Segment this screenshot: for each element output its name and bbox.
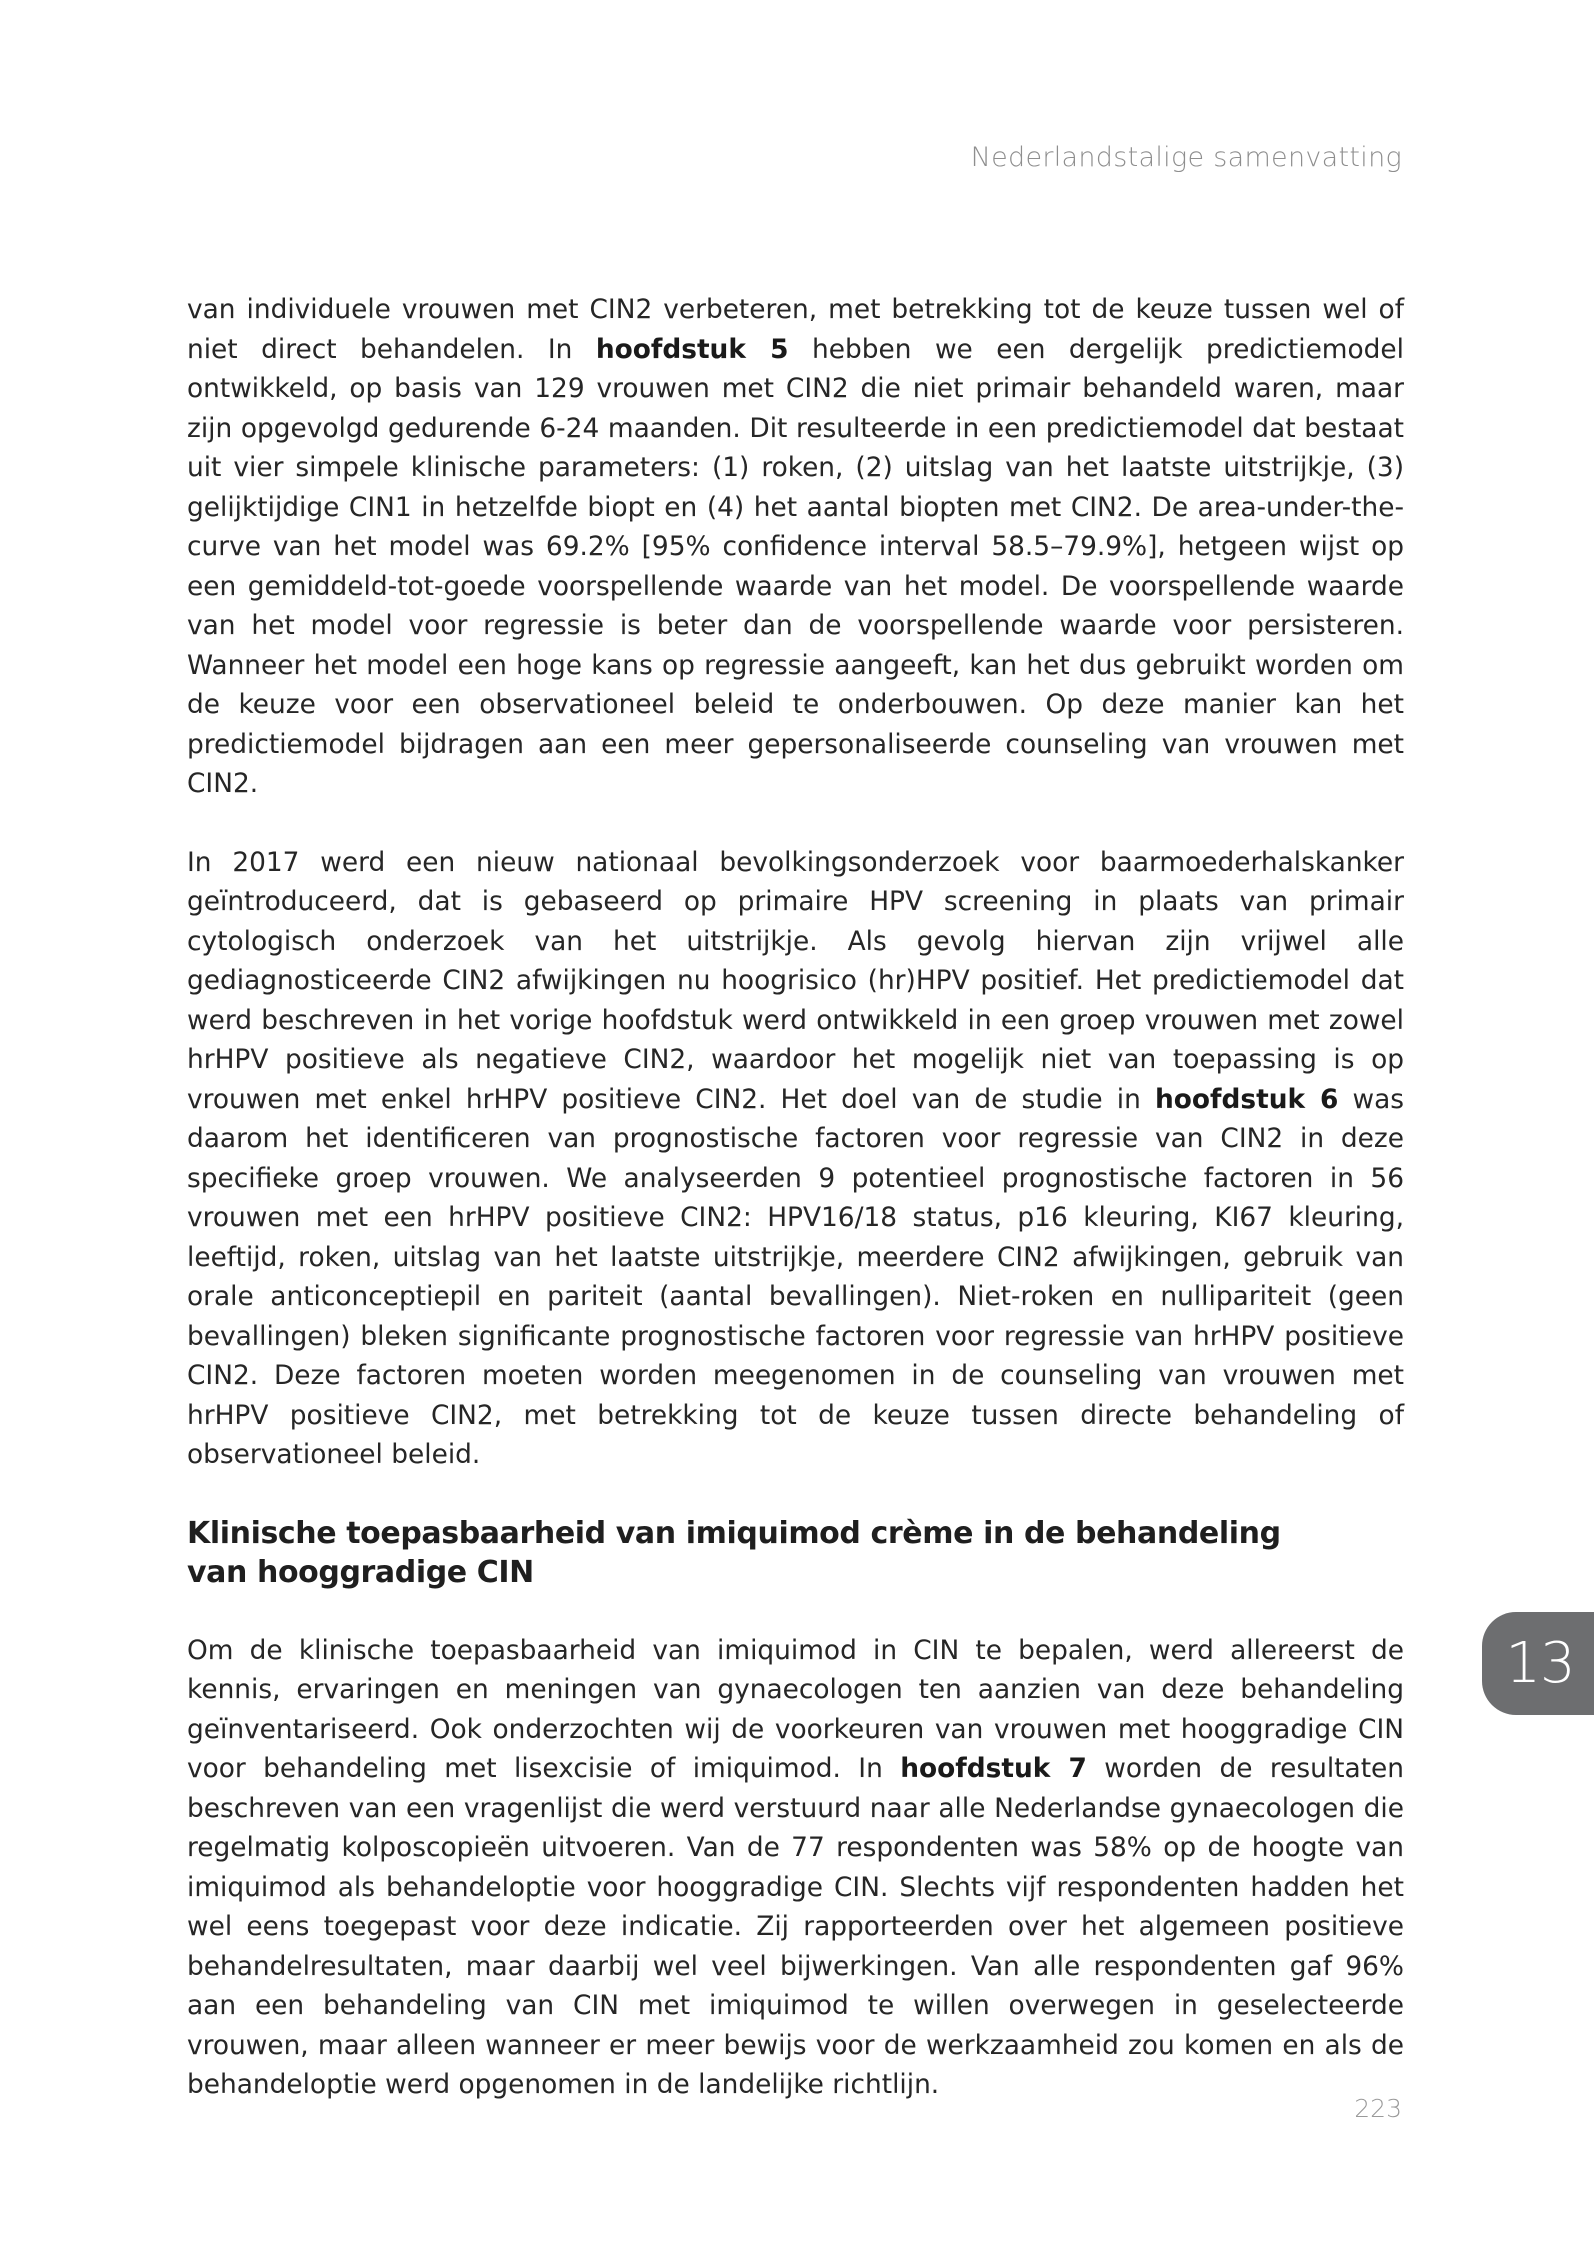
chapter-tab — [1482, 1612, 1594, 1715]
body-paragraph-1 — [187, 290, 1404, 804]
paragraph-text: was daarom het identificeren van prognostische factoren voor regressie van CIN2 in deze specifieke groep vrouwen. We analyseerden 9 potentieel prognostische factoren in 56 vrouwen met een hrHPV positieve CIN2: HPV16/18 status, p16 kleuring, KI67 kleuring, leeftijd, roken, uitslag van het laatste uitstrijkje, meerdere CIN2 afwijkingen, gebruik van orale anticonceptiepil en pariteit (aantal bevallingen). Niet-roken en nullipariteit (geen bevallingen) bleken significante prognostische factoren voor regressie van hrHPV positieve CIN2. Deze factoren moeten worden meegenomen in de counseling van vrouwen met hrHPV positieve CIN2, met betrekking tot de keuze tussen directe behandeling of observationeel beleid. — [187, 1083, 1404, 1470]
paragraph-text: worden de resultaten beschreven van een vragenlijst die werd verstuurd naar alle Nederlandse gynaecologen die regelmatig kolposcopieën uitvoeren. Van de 77 respondenten was 58% op de hoogte van imiquimod als behandeloptie voor hooggradige CIN. Slechts vijf respondenten hadden het wel eens toegepast voor deze indicatie. Zij rapporteerden over het algemeen positieve behandelresultaten, maar daarbij wel veel bijwerkingen. Van alle respondenten gaf 96% aan een behandeling van CIN met imiquimod te willen overwegen in geselecteerde vrouwen, maar alleen wanneer er meer bewijs voor de werkzaamheid zou komen en als de behandeloptie werd opgenomen in de landelijke richtlijn. — [187, 1753, 1405, 2100]
page-content — [187, 290, 1404, 2105]
section-heading — [187, 1514, 1404, 1592]
paragraph-text: In 2017 werd een nieuw nationaal bevolkingsonderzoek voor baarmoederhalskanker geïntroduceerd, dat is gebaseerd op primaire HPV screening in plaats van primair cytologisch onderzoek van het uitstrijkje. Als gevolg hiervan zijn vrijwel alle gediagnosticeerde CIN2 afwijkingen nu hoogrisico (hr)HPV positief. Het predictiemodel dat werd beschreven in het vorige hoofdstuk werd ontwikkeld in een groep vrouwen met zowel hrHPV positieve als negatieve CIN2, waardoor het mogelijk niet van toepassing is op vrouwen met enkel hrHPV positieve CIN2. Het doel van de studie in — [187, 846, 1404, 1115]
body-paragraph-3 — [187, 1631, 1404, 2105]
section-heading-line-1: Klinische toepasbaarheid van imiquimod crème in de behandeling — [187, 1515, 1281, 1551]
chapter-reference: hoofdstuk 6 — [1154, 1083, 1339, 1115]
page-number: 223 — [1354, 2094, 1402, 2123]
body-paragraph-2 — [187, 843, 1404, 1475]
paragraph-text: van individuele vrouwen met CIN2 verbeteren, met betrekking tot de keuze tussen wel of niet direct behandelen. In — [187, 294, 1404, 365]
paragraph-text: hebben we een dergelijk predictiemodel ontwikkeld, op basis van 129 vrouwen met CIN2 die niet primair behandeld waren, maar zijn opgevolgd gedurende 6-24 maanden. Dit resulteerde in een predictiemodel dat bestaat uit vier simpele klinische parameters: (1) roken, (2) uitslag van het laatste uitstrijkje, (3) gelijktijdige CIN1 in hetzelfde biopt en (4) het aantal biopten met CIN2. De area-under-the-curve van het model was 69.2% [95% confidence interval 58.5–79.9%], hetgeen wijst op een gemiddeld-tot-goede voorspellende waarde van het model. De voorspellende waarde van het model voor regressie is beter dan de voorspellende waarde voor persisteren. Wanneer het model een hoge kans op regressie aangeeft, kan het dus gebruikt worden om de keuze voor een observationeel beleid te onderbouwen. Op deze manier kan het predictiemodel bijdragen aan een meer gepersonaliseerde counseling van vrouwen met CIN2. — [187, 333, 1404, 799]
chapter-reference: hoofdstuk 5 — [595, 333, 789, 365]
section-heading-line-2: van hooggradige CIN — [187, 1554, 534, 1590]
chapter-number: 13 — [1505, 1631, 1575, 1696]
running-header: Nederlandstalige samenvatting — [970, 142, 1402, 173]
paragraph-text: Om de klinische toepasbaarheid van imiquimod in CIN te bepalen, werd allereerst de kennis, ervaringen en meningen van gynaecologen ten aanzien van deze behandeling geïnventariseerd. Ook onderzochten wij de voorkeuren van vrouwen met hooggradige CIN voor behandeling met lisexcisie of imiquimod. In — [187, 1634, 1404, 1784]
chapter-reference: hoofdstuk 7 — [900, 1753, 1087, 1784]
